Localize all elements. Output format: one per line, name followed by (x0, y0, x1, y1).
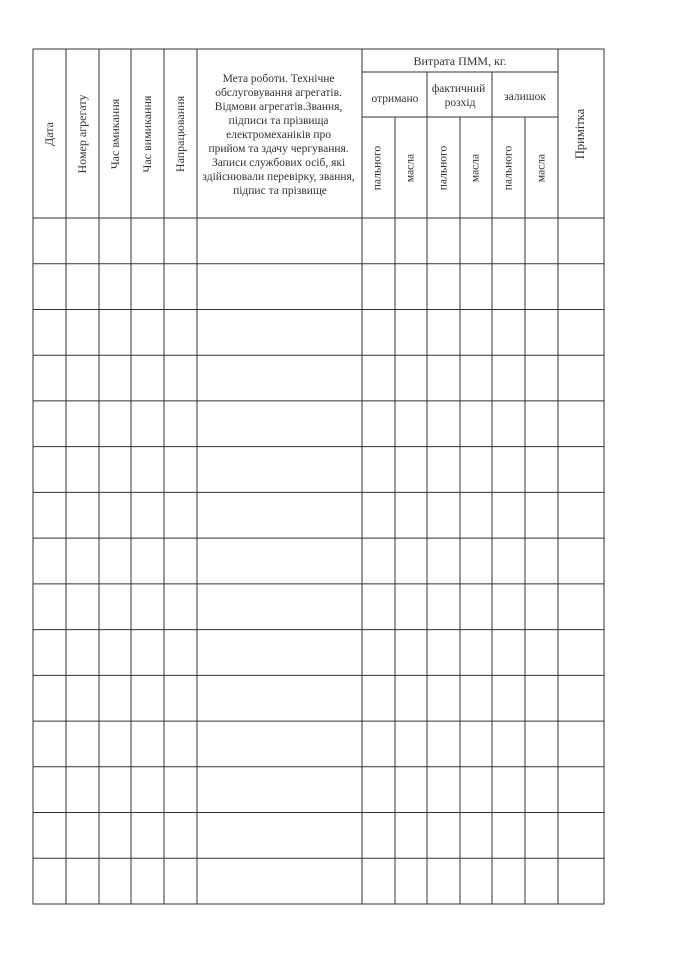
header-actual-oil: масла (469, 153, 482, 183)
header-time-on: Час вмикання (107, 98, 122, 170)
header-purpose-line: Записи службових осіб, які (211, 157, 346, 169)
header-purpose-line: підписи та прізвища (228, 115, 329, 127)
header-remaining-oil: масла (535, 153, 548, 183)
header-runtime: Напрацювання (172, 95, 187, 173)
header-actual-line: фактичний (431, 83, 486, 95)
header-date: Дата (41, 122, 56, 146)
header-unit-number: Номер агрегату (74, 94, 89, 174)
header-remaining: залишок (504, 91, 546, 103)
header-purpose-line: прийом та здачу чергування. (208, 143, 349, 155)
header-received-fuel: пального (371, 145, 384, 191)
header-purpose (202, 73, 357, 197)
header-actual-fuel: пального (437, 145, 450, 191)
header-actual-line: розхід (444, 97, 476, 109)
header-time-off: Час вимикання (139, 95, 154, 173)
header-received: отримано (371, 93, 419, 105)
header-purpose-line: підпис та прізвище (233, 185, 327, 197)
header-actual (432, 83, 488, 109)
header-purpose-line: електромеханіків про (226, 129, 331, 141)
header-purpose-line: Мета роботи. Технічне (222, 73, 335, 85)
header-purpose-line: здійснювали перевірку, звання, (202, 171, 355, 183)
header-received-oil: масла (404, 153, 417, 183)
header-purpose-line: обслуговування агрегатів. (215, 87, 342, 99)
header-remaining-fuel: пального (502, 145, 515, 191)
header-pmm-group: Витрата ПММ, кг. (413, 54, 507, 68)
header-note: Примітка (572, 108, 587, 160)
header-purpose-line: Відмови агрегатів.Звання, (214, 101, 343, 113)
